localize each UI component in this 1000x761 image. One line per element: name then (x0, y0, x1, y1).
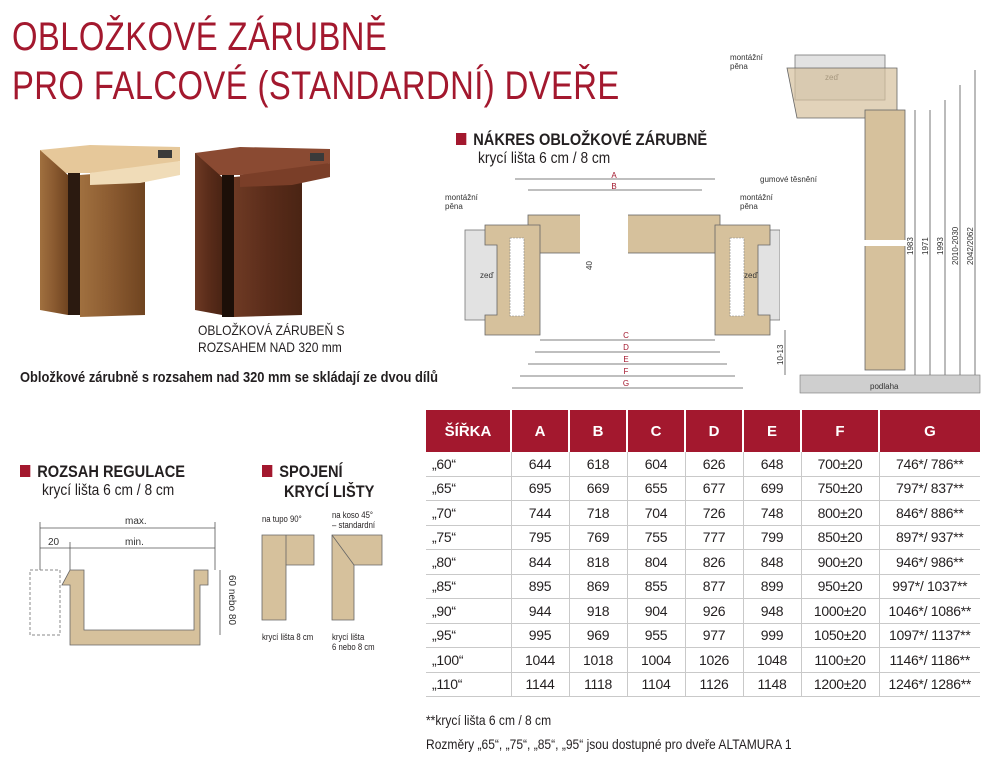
table-cell: 918 (569, 599, 627, 624)
dim-b-label: B (611, 182, 617, 191)
table-row (426, 476, 980, 501)
table-row (426, 452, 980, 476)
table-cell: 699 (743, 476, 801, 501)
table-cell: 795 (511, 525, 569, 550)
min-label: min. (125, 537, 144, 548)
table-cell: 748 (743, 501, 801, 526)
table-cell: „100“ (426, 648, 511, 673)
bullet-square-icon (20, 465, 30, 477)
table-cell: 926 (685, 599, 743, 624)
table-row (426, 623, 980, 648)
miter-joint-profile (332, 535, 382, 620)
photo-caption-line2: ROZSAHEM NAD 320 mm (198, 339, 342, 355)
dim-c-label: C (623, 331, 629, 340)
table-cell: 750±20 (801, 476, 879, 501)
table-cell: 1104 (627, 672, 685, 697)
dim-e-label: E (623, 355, 629, 364)
table-cell: „65“ (426, 476, 511, 501)
table-cell: 726 (685, 501, 743, 526)
right-wall-label: zeď (744, 271, 758, 280)
height-1983: 1983 (906, 237, 915, 255)
frame-elevation-drawing (725, 40, 990, 400)
joint-drawings (260, 530, 390, 625)
table-cell: 746*/ 786** (879, 452, 980, 476)
joint-heading-2: KRYCÍ LIŠTY (284, 482, 375, 501)
foam-label-right-2: pěna (740, 202, 758, 211)
table-cell: 777 (685, 525, 743, 550)
table-cell: 648 (743, 452, 801, 476)
table-cell: 1097*/ 1137** (879, 623, 980, 648)
table-cell: 797*/ 837** (879, 476, 980, 501)
table-cell: 999 (743, 623, 801, 648)
dim-f-label: F (623, 367, 629, 376)
photo-caption-line1: OBLOŽKOVÁ ZÁRUBEŇ S (198, 322, 345, 338)
footnote-1: **krycí lišta 6 cm / 8 cm (426, 712, 552, 728)
table-cell: 977 (685, 623, 743, 648)
table-cell: 1118 (569, 672, 627, 697)
table-header-row (426, 410, 980, 452)
twenty-label: 20 (48, 537, 60, 548)
table-cell: 1026 (685, 648, 743, 673)
table-cell: 1018 (569, 648, 627, 673)
table-cell: 844 (511, 550, 569, 575)
butt-joint-profile (262, 535, 314, 620)
table-cell: 755 (627, 525, 685, 550)
table-row (426, 550, 980, 575)
table-cell: 1246*/ 1286** (879, 672, 980, 697)
joint-left-bottom: krycí lišta 8 cm (262, 632, 314, 642)
header-c: C (627, 410, 685, 452)
gasket-label: gumové těsnění (760, 175, 817, 184)
height-1971: 1971 (921, 237, 930, 255)
table-row (426, 574, 980, 599)
top-foam-label-1: montážní (730, 53, 763, 62)
joint-heading-1: SPOJENÍ (279, 462, 343, 481)
table-cell: 995 (511, 623, 569, 648)
footnote-2: Rozměry „65“, „75“, „85“, „95“ jsou dostupné pro dveře ALTAMURA 1 (426, 736, 792, 752)
table-cell: 1004 (627, 648, 685, 673)
drawing-heading-block (456, 130, 748, 168)
dimensions-table (426, 410, 980, 697)
joint-right-bottom-1: krycí lišta (332, 632, 365, 642)
header-a: A (511, 410, 569, 452)
max-label: max. (125, 516, 147, 527)
joint-right-bottom (332, 632, 375, 652)
table-cell: 826 (685, 550, 743, 575)
table-cell: 1046*/ 1086** (879, 599, 980, 624)
header-b: B (569, 410, 627, 452)
range-heading-block (20, 462, 212, 500)
table-cell: 818 (569, 550, 627, 575)
left-wall-label: zeď (480, 271, 494, 280)
joint-right-top-2: – standardní (332, 520, 376, 530)
bullet-square-icon (262, 465, 272, 477)
joint-right-top (332, 510, 375, 530)
table-row (426, 501, 980, 526)
drawing-subheading: krycí lišta 6 cm / 8 cm (478, 150, 611, 167)
table-cell: 877 (685, 574, 743, 599)
dark-frame-photo (195, 147, 330, 317)
min-position-outline (30, 570, 60, 635)
table-row (426, 672, 980, 697)
table-cell: 848 (743, 550, 801, 575)
height-2010-2030: 2010-2030 (951, 226, 960, 265)
top-foam-label-2: pěna (730, 62, 748, 71)
range-subheading: krycí lišta 6 cm / 8 cm (42, 482, 175, 499)
header-f: F (801, 410, 879, 452)
table-cell: 1146*/ 1186** (879, 648, 980, 673)
depth-label: 40 (585, 261, 594, 270)
page-subtitle: PRO FALCOVÉ (STANDARDNÍ) DVEŘE (12, 64, 620, 108)
table-cell: 899 (743, 574, 801, 599)
table-cell: 895 (511, 574, 569, 599)
two-part-note: Obložkové zárubně s rozsahem nad 320 mm se skládají ze dvou dílů (20, 369, 438, 386)
table-cell: 1126 (685, 672, 743, 697)
photo-caption (198, 322, 345, 356)
table-cell: 969 (569, 623, 627, 648)
dim-g-label: G (622, 379, 630, 388)
height-1993: 1993 (936, 237, 945, 255)
table-cell: 1048 (743, 648, 801, 673)
dim-a-label: A (611, 171, 617, 180)
table-cell: 997*/ 1037** (879, 574, 980, 599)
table-cell: 677 (685, 476, 743, 501)
table-row (426, 525, 980, 550)
table-cell: 1050±20 (801, 623, 879, 648)
table-cell: „90“ (426, 599, 511, 624)
table-cell: 897*/ 937** (879, 525, 980, 550)
table-cell: 1200±20 (801, 672, 879, 697)
joint-heading-block (262, 462, 389, 502)
door-frame-photos (30, 125, 360, 325)
joint-left-top: na tupo 90° (262, 514, 302, 524)
table-cell: 869 (569, 574, 627, 599)
table-cell: 948 (743, 599, 801, 624)
dim-d-label: D (623, 343, 629, 352)
table-cell: 799 (743, 525, 801, 550)
drawing-heading: NÁKRES OBLOŽKOVÉ ZÁRUBNĚ (473, 130, 708, 149)
table-cell: 704 (627, 501, 685, 526)
range-heading: ROZSAH REGULACE (37, 462, 186, 481)
table-cell: 904 (627, 599, 685, 624)
table-cell: „95“ (426, 623, 511, 648)
table-cell: 955 (627, 623, 685, 648)
joint-right-bottom-2: 6 nebo 8 cm (332, 642, 375, 652)
foam-label-left-2: pěna (445, 202, 463, 211)
table-cell: 1000±20 (801, 599, 879, 624)
range-drawing (15, 510, 240, 660)
table-cell: 669 (569, 476, 627, 501)
table-cell: 846*/ 886** (879, 501, 980, 526)
table-row (426, 648, 980, 673)
light-frame-photo (40, 145, 180, 317)
foam-label-right-1: montážní (740, 193, 773, 202)
table-cell: 644 (511, 452, 569, 476)
foam-label-left-1: montážní (445, 193, 478, 202)
header-width: ŠÍŘKA (426, 410, 511, 452)
table-cell: 1144 (511, 672, 569, 697)
table-cell: 695 (511, 476, 569, 501)
header-e: E (743, 410, 801, 452)
table-cell: 804 (627, 550, 685, 575)
table-cell: „75“ (426, 525, 511, 550)
table-cell: „70“ (426, 501, 511, 526)
table-cell: 1100±20 (801, 648, 879, 673)
table-row (426, 599, 980, 624)
table-cell: „85“ (426, 574, 511, 599)
table-cell: 1148 (743, 672, 801, 697)
height-2042-2062: 2042/2062 (966, 227, 975, 265)
side-label: 60 nebo 80 (226, 575, 237, 626)
table-cell: 800±20 (801, 501, 879, 526)
gap-label: 10-13 (776, 344, 785, 365)
table-cell: 744 (511, 501, 569, 526)
table-cell: 769 (569, 525, 627, 550)
table-cell: 946*/ 986** (879, 550, 980, 575)
header-g: G (879, 410, 980, 452)
table-cell: 700±20 (801, 452, 879, 476)
table-cell: „80“ (426, 550, 511, 575)
table-cell: 950±20 (801, 574, 879, 599)
table-cell: 855 (627, 574, 685, 599)
table-cell: 655 (627, 476, 685, 501)
joint-right-top-1: na koso 45° (332, 510, 373, 520)
floor-label: podlaha (870, 382, 899, 391)
table-cell: 618 (569, 452, 627, 476)
table-cell: „110“ (426, 672, 511, 697)
table-cell: 944 (511, 599, 569, 624)
table-cell: 604 (627, 452, 685, 476)
header-d: D (685, 410, 743, 452)
page-title: OBLOŽKOVÉ ZÁRUBNĚ (12, 15, 388, 59)
range-frame-profile (62, 570, 208, 645)
table-cell: 626 (685, 452, 743, 476)
table-cell: „60“ (426, 452, 511, 476)
table-cell: 850±20 (801, 525, 879, 550)
bullet-square-icon (456, 133, 466, 145)
table-body (426, 452, 980, 697)
table-cell: 1044 (511, 648, 569, 673)
table-cell: 718 (569, 501, 627, 526)
table-cell: 900±20 (801, 550, 879, 575)
